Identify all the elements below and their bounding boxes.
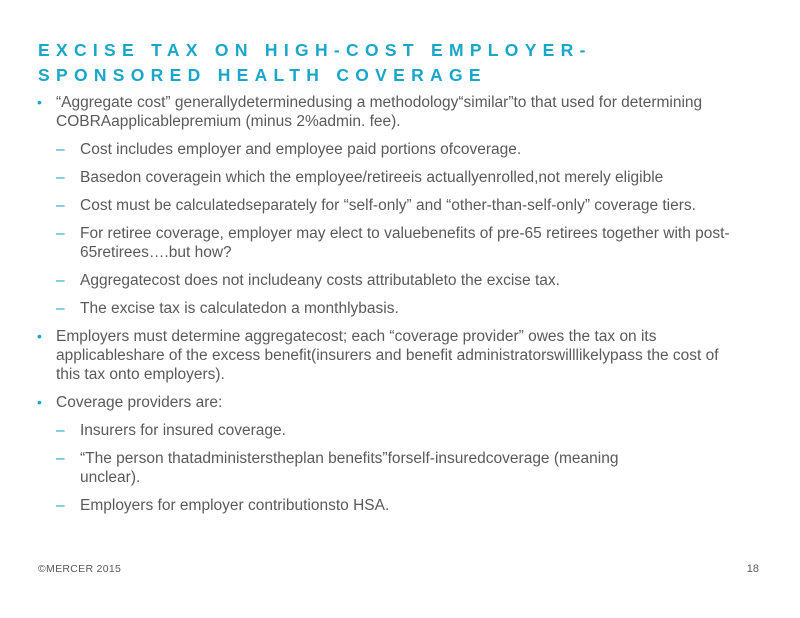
bullet-aggregate-cost bbox=[0, 93, 800, 131]
sub-bullet-text: Insurers for insured coverage. bbox=[80, 422, 286, 439]
sub-bullet-text: Basedon coveragein which the employee/retireeis actuallyenrolled,not merely eligible bbox=[80, 169, 664, 186]
sub-bullet-text: For retiree coverage, employer may elect to valuebenefits of pre-65 retirees together with post-65retirees….but how? bbox=[80, 225, 730, 261]
bullet-text: Coverage providers are: bbox=[56, 394, 223, 411]
dash-icon: – bbox=[56, 272, 65, 289]
dash-icon: – bbox=[56, 450, 65, 467]
dash-icon: – bbox=[56, 141, 65, 158]
sub-bullet bbox=[0, 449, 800, 487]
sub-bullet-text: Aggregatecost does not includeany costs attributableto the excise tax. bbox=[80, 272, 560, 289]
sub-bullet bbox=[0, 299, 800, 318]
dash-icon: – bbox=[56, 300, 65, 317]
sub-bullet bbox=[0, 140, 800, 159]
slide-body bbox=[0, 93, 800, 524]
bullet-coverage-providers bbox=[0, 393, 800, 412]
bullet-icon: • bbox=[37, 94, 42, 110]
dash-icon: – bbox=[56, 422, 65, 439]
sub-bullet bbox=[0, 421, 800, 440]
bullet-employers-determine bbox=[0, 327, 800, 384]
sub-bullet bbox=[0, 271, 800, 290]
page-number: 18 bbox=[746, 563, 759, 575]
sub-bullet bbox=[0, 168, 800, 187]
bullet-icon: • bbox=[37, 394, 42, 410]
sub-bullet bbox=[0, 196, 800, 215]
sub-bullet-text: Cost must be calculatedseparately for “self-only” and “other-than-self-only” coverage tiers. bbox=[80, 197, 696, 214]
sub-bullet-text: Cost includes employer and employee paid portions ofcoverage. bbox=[80, 141, 522, 158]
sub-bullet-text: The excise tax is calculatedon a monthlybasis. bbox=[80, 300, 399, 317]
sub-bullet-text: Employers for employer contributionsto HSA. bbox=[80, 497, 390, 514]
sub-bullet bbox=[0, 496, 800, 515]
dash-icon: – bbox=[56, 169, 65, 186]
bullet-icon: • bbox=[37, 328, 42, 344]
dash-icon: – bbox=[56, 197, 65, 214]
dash-icon: – bbox=[56, 225, 65, 242]
sub-bullet-text: “The person thatadministerstheplan benefits”forself-insuredcoverage (meaning unclear). bbox=[80, 450, 619, 486]
copyright-footer: ©MERCER 2015 bbox=[38, 563, 122, 575]
sub-bullet bbox=[0, 224, 800, 262]
slide-title-line-2: SPONSORED HEALTH COVERAGE bbox=[38, 65, 487, 85]
bullet-text: Employers must determine aggregatecost; each “coverage provider” owes the tax on its applicableshare of the excess benefit(insurers and benefit administratorswilllikelypass the cost of this tax onto employers). bbox=[56, 328, 719, 383]
bullet-text: “Aggregate cost” generallydeterminedusing a methodology“similar”to that used for determining COBRAapplicablepremium (minus 2%admin. fee). bbox=[56, 94, 703, 130]
slide-title bbox=[38, 38, 778, 88]
slide-title-line-1: EXCISE TAX ON HIGH-COST EMPLOYER- bbox=[38, 40, 592, 60]
dash-icon: – bbox=[56, 497, 65, 514]
